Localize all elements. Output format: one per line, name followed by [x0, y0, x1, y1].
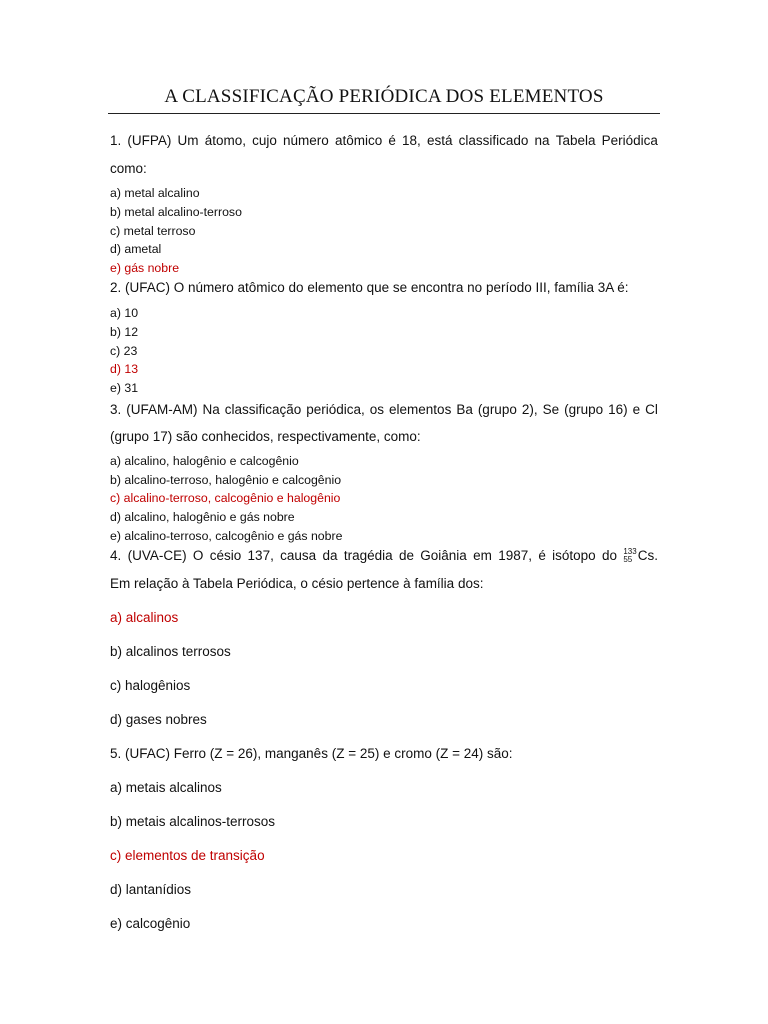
- q1-stem-line2: como:: [110, 161, 147, 176]
- q3-option-d: d) alcalino, halogênio e gás nobre: [110, 510, 295, 524]
- q1-option-b: b) metal alcalino-terroso: [110, 205, 242, 219]
- q1-option-d: d) ametal: [110, 242, 162, 256]
- q1-option-a: a) metal alcalino: [110, 186, 200, 200]
- q5-stem: 5. (UFAC) Ferro (Z = 26), manganês (Z = 25) e cromo (Z = 24) são:: [110, 746, 513, 761]
- q1-option-c: c) metal terroso: [110, 224, 196, 238]
- q5-option-e: e) calcogênio: [110, 916, 191, 931]
- q2-option-d-correct: d) 13: [110, 362, 139, 376]
- q4-option-b: b) alcalinos terrosos: [110, 644, 231, 659]
- q4-option-c: c) halogênios: [110, 678, 191, 693]
- q5-option-c-correct: c) elementos de transição: [110, 848, 265, 863]
- q3-option-e: e) alcalino-terroso, calcogênio e gás nobre: [110, 529, 343, 543]
- q5-option-b: b) metais alcalinos-terrosos: [110, 814, 276, 829]
- q1-stem-line1: 1. (UFPA) Um átomo, cujo número atômico é 18, está classificado na Tabela Periódica: [110, 133, 658, 148]
- cesium-isotope-notation: 133 55 Cs.: [623, 547, 658, 565]
- q4-option-d: d) gases nobres: [110, 712, 207, 727]
- q3-stem-line2: (grupo 17) são conhecidos, respectivamente, como:: [110, 429, 421, 444]
- q1-option-e-correct: e) gás nobre: [110, 261, 180, 275]
- title-underline: [108, 113, 660, 114]
- q4-stem-line2: Em relação à Tabela Periódica, o césio pertence à família dos:: [110, 576, 484, 591]
- q2-stem: 2. (UFAC) O número atômico do elemento que se encontra no período III, família 3A é:: [110, 280, 629, 295]
- q4-option-a-correct: a) alcalinos: [110, 610, 179, 625]
- q5-option-a: a) metais alcalinos: [110, 780, 222, 795]
- q2-option-c: c) 23: [110, 344, 138, 358]
- q5-option-d: d) lantanídios: [110, 882, 192, 897]
- q2-option-b: b) 12: [110, 325, 139, 339]
- q4-stem-line1: 4. (UVA-CE) O césio 137, causa da tragédia de Goiânia em 1987, é isótopo do 133 55 Cs.: [110, 547, 658, 565]
- q3-option-a: a) alcalino, halogênio e calcogênio: [110, 454, 299, 468]
- page-title: A CLASSIFICAÇÃO PERIÓDICA DOS ELEMENTOS: [164, 86, 604, 107]
- q3-option-c-correct: c) alcalino-terroso, calcogênio e halogênio: [110, 491, 341, 505]
- q2-option-a: a) 10: [110, 306, 139, 320]
- q2-option-e: e) 31: [110, 381, 139, 395]
- q3-option-b: b) alcalino-terroso, halogênio e calcogênio: [110, 473, 342, 487]
- q3-stem-line1: 3. (UFAM-AM) Na classificação periódica, os elementos Ba (grupo 2), Se (grupo 16) e Cl: [110, 402, 658, 417]
